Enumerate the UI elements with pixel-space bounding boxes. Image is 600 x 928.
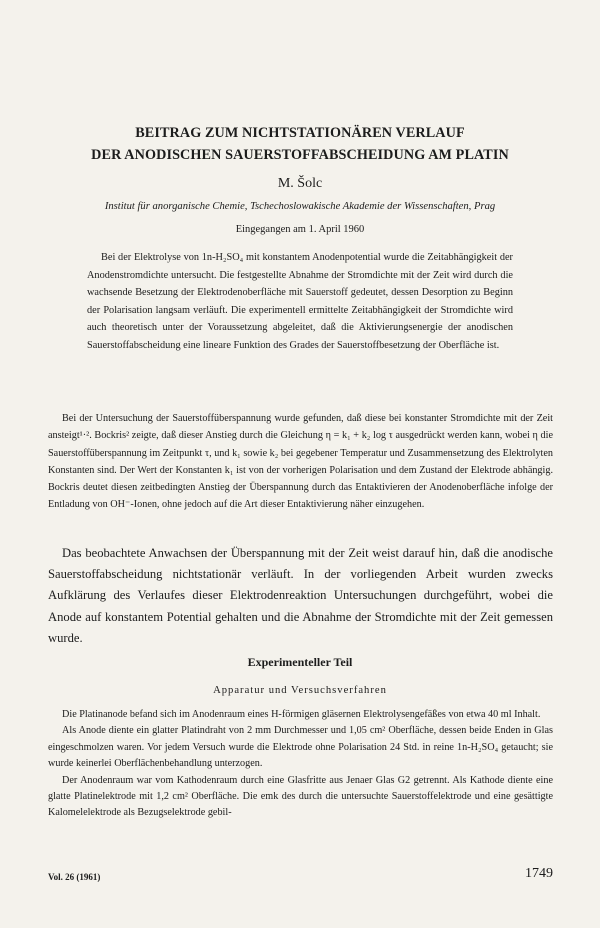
abstract-text: Bei der Elektrolyse von 1n-H₂SO₄ mit konstantem Anodenpotential wurde die Zeitabhängigkeit der Anodenstromdichte untersucht. Die festgestellte Abnahme der Stromdichte mit der Zeit wird durch die wachsende Besetzung der Elektrodenoberfläche mit Sauerstoff gedeutet, dessen Desorption zu Beginn der Polarisation langsam verläuft. Die experimentell ermittelte Zeitabhängigkeit der Stromdichte wird auch theoretisch unter der Voraussetzung abgeleitet, daß die Aktivierungsenergie der anodischen Sauerstoffabscheidung eine lineare Funktion des Grades der Sauerstoffbesetzung der Oberfläche ist. bbox=[87, 252, 513, 351]
title-line-1: BEITRAG ZUM NICHTSTATIONÄREN VERLAUF bbox=[135, 125, 465, 141]
experimental-body bbox=[48, 707, 553, 822]
body-paragraph: Der Anodenraum war vom Kathodenraum durch eine Glasfritte aus Jenaer Glas G2 getrennt. Als Kathode diente eine glatte Platinelektrode mit 1,2 cm² Oberfläche. Die emk des durch die untersuchte Sauerstoffelektrode und eine gesättigte Kalomelelektrode als Bezugselektrode gebil- bbox=[48, 774, 553, 819]
motivation bbox=[48, 543, 553, 649]
received-date: Eingegangen am 1. April 1960 bbox=[235, 224, 365, 235]
body-paragraph: Die Platinanode befand sich im Anodenraum eines H-förmigen gläsernen Elektrolysengefäßes von etwa 40 ml Inhalt. bbox=[62, 709, 541, 720]
section-heading: Experimenteller Teil bbox=[247, 655, 353, 669]
body-paragraph: Als Anode diente ein glatter Platindraht von 2 mm Durchmesser und 1,05 cm² Oberfläche, dessen beide Enden in Glas eingeschmolzen waren. Vor jedem Versuch wurde die Elektrode ohne Polarisation 24 Std. in reine 1n-H₂SO₄ getaucht; sie wurde keinerlei Oberflächenbehandlung unterzogen. bbox=[48, 725, 553, 770]
subsection-heading: Apparatur und Versuchsverfahren bbox=[213, 685, 387, 696]
abstract bbox=[87, 249, 513, 355]
author: M. Šolc bbox=[277, 176, 323, 191]
journal-volume: Vol. 26 (1961) bbox=[48, 872, 101, 882]
title-line-2: DER ANODISCHEN SAUERSTOFFABSCHEIDUNG AM PLATIN bbox=[91, 147, 509, 163]
affiliation: Institut für anorganische Chemie, Tschechoslowakische Akademie der Wissenschaften, Prag bbox=[104, 201, 496, 212]
article-title bbox=[0, 122, 600, 166]
motivation-paragraph: Das beobachtete Anwachsen der Überspannung mit der Zeit weist darauf hin, daß die anodische Sauerstoffabscheidung nichtstationär verläuft. In der vorliegenden Arbeit wurden zwecks Aufklärung des Verlaufes dieser Elektrodenreaktion Untersuchungen durchgeführt, wobei die Anode auf konstantem Potential gehalten und die Abnahme der Stromdichte mit der Zeit gemessen wurde. bbox=[48, 546, 553, 645]
page-number: 1749 bbox=[525, 866, 553, 881]
intro-paragraph: Bei der Untersuchung der Sauerstoffüberspannung wurde gefunden, daß diese bei konstanter Stromdichte mit der Zeit ansteigt¹·². Bockris² zeigte, daß dieser Anstieg durch die Gleichung η = k₁ + k₂ log τ ausgedrückt werden kann, wobei η die Sauerstoffüberspannung im Zeitpunkt τ, und k₁ sowie k₂ bei gegebener Temperatur und Zusammensetzung des Elektrolyten Konstanten sind. Der Wert der Konstanten k₁ ist von der vorherigen Polarisation und dem Zustand der Elektrode abhängig. Bockris deutet diesen zeitbedingten Anstieg der Überspannung durch das Entaktivieren der Anodenoberfläche infolge der Entladung von OH⁻-Ionen, ohne jedoch auf die Art dieser Entaktivierung näher einzugehen. bbox=[48, 413, 553, 511]
introduction bbox=[48, 410, 553, 514]
